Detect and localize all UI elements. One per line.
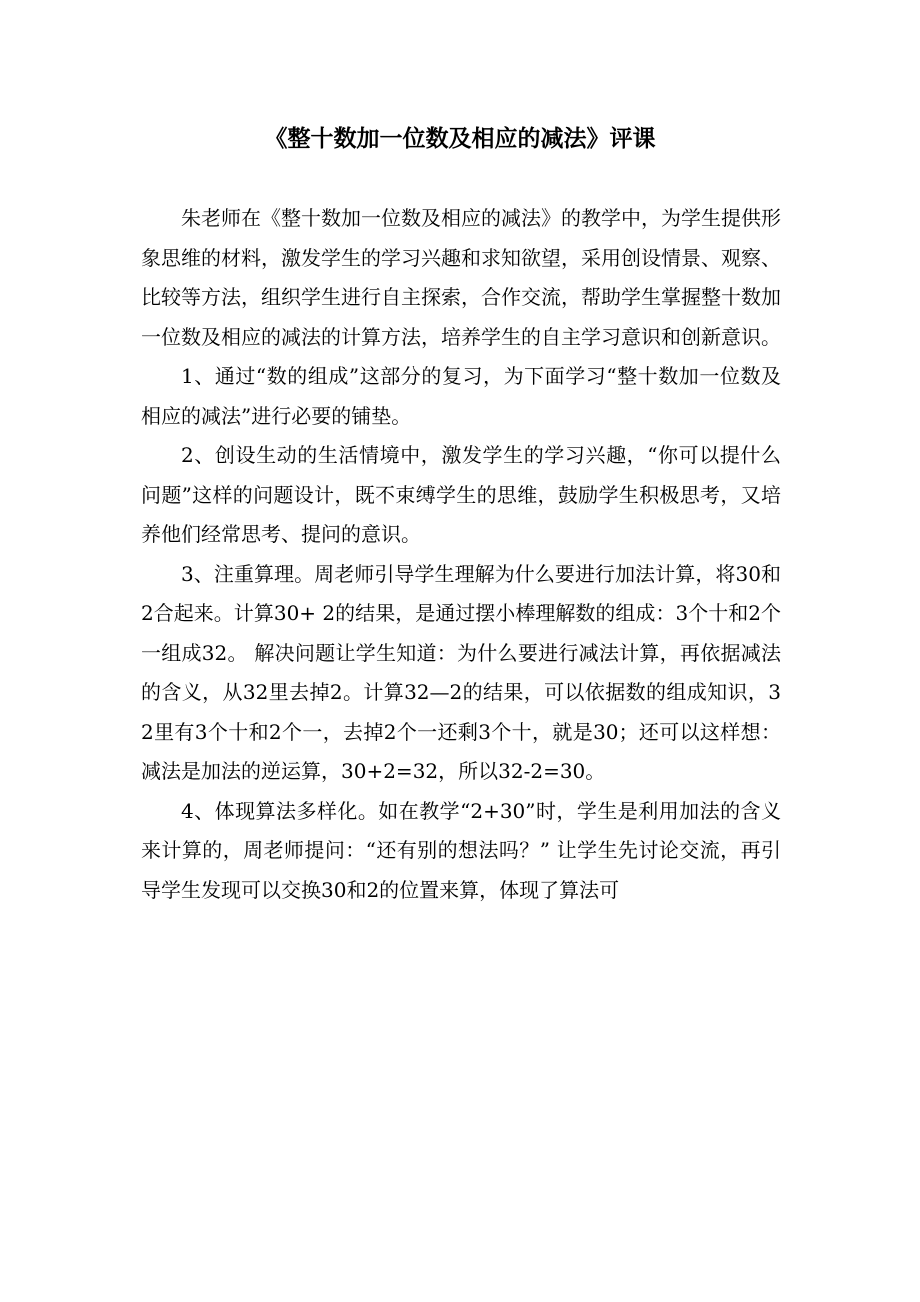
paragraph-point-4: 4、体现算法多样化。如在教学“2+30”时，学生是利用加法的含义来计算的，周老师提问：“还有别的想法吗？” 让学生先讨论交流，再引导学生发现可以交换30和2的位置来算，体现了算法可 [141,798,781,902]
paragraph-point-2: 2、创设生动的生活情境中，激发学生的学习兴趣，“你可以提什么问题”这样的问题设计，既不束缚学生的思维，鼓励学生积极思考，又培养他们经常思考、提问的意识。 [141,443,781,546]
paragraph-point-3: 3、注重算理。周老师引导学生理解为什么要进行加法计算，将30和2合起来。计算30+ 2的结果，是通过摆小棒理解数的组成：3个十和2个一组成32。 解决问题让学生知道：为什么要进行减法计算，再依据减法的含义，从32里去掉2。计算32—2的结果，可以依据数的组成知识，32里有3个十和2个一，去掉2个一还剩3个十，就是30；还可以这样想：减法是加法的逆运算，30+2=32，所以32-2=30。 [141,561,781,783]
document-title: 《整十数加一位数及相应的减法》评课 [264,125,656,152]
paragraph-point-1: 1、通过“数的组成”这部分的复习，为下面学习“整十数加一位数及相应的减法”进行必要的铺垫。 [141,364,781,428]
paragraph-intro: 朱老师在《整十数加一位数及相应的减法》的教学中，为学生提供形象思维的材料，激发学生的学习兴趣和求知欲望，采用创设情景、观察、比较等方法，组织学生进行自主探索，合作交流，帮助学生掌握整十数加一位数及相应的减法的计算方法，培养学生的自主学习意识和创新意识。 [141,206,781,349]
document-body [141,199,781,910]
